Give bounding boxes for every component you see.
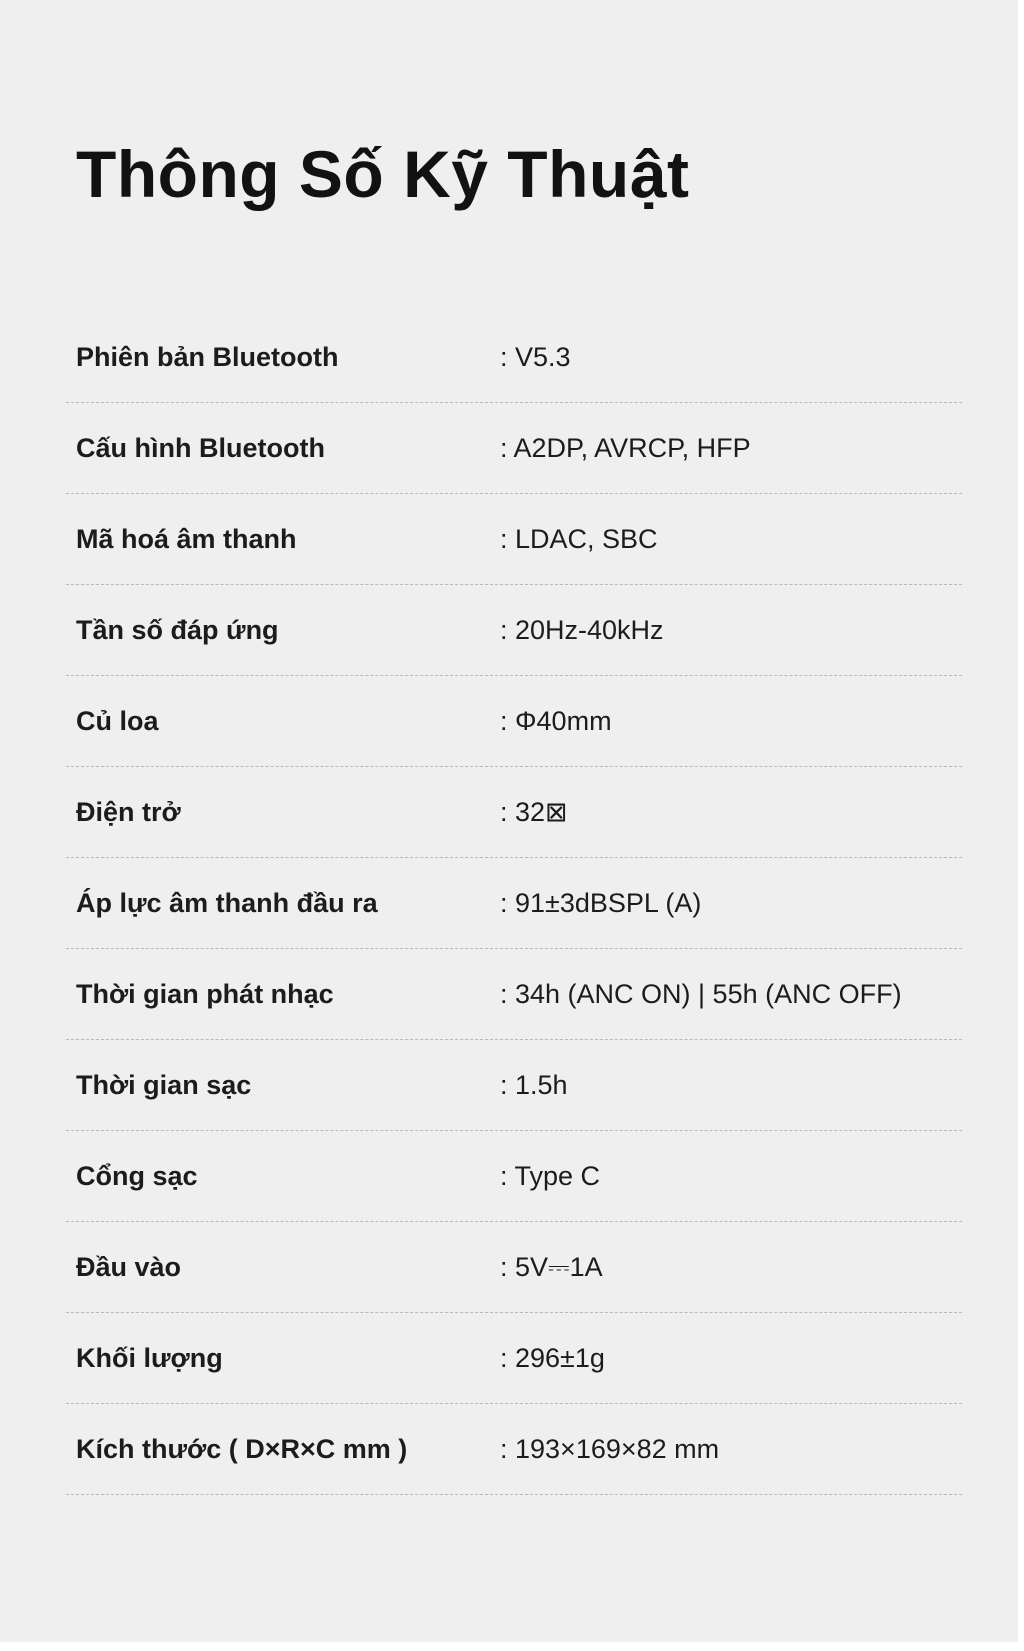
spec-value: : V5.3: [500, 342, 571, 372]
spec-label: Mã hoá âm thanh: [76, 524, 297, 554]
spec-label: Thời gian sạc: [76, 1070, 252, 1100]
spec-label: Củ loa: [76, 706, 159, 736]
spec-value: : 91±3dBSPL (A): [500, 888, 702, 918]
page-title: Thông Số Kỹ Thuật: [76, 137, 690, 211]
spec-value: : Type C: [500, 1161, 601, 1191]
spec-row: [66, 1131, 962, 1222]
spec-row: [66, 949, 962, 1040]
spec-value: : Φ40mm: [500, 706, 612, 736]
spec-row: [66, 403, 962, 494]
spec-value: : LDAC, SBC: [500, 524, 658, 554]
spec-row: [66, 1222, 962, 1313]
spec-value: : 20Hz-40kHz: [500, 615, 664, 645]
spec-row: [66, 1404, 962, 1495]
spec-value: : 296±1g: [500, 1343, 605, 1373]
spec-label: Cổng sạc: [76, 1161, 198, 1191]
spec-row: [66, 767, 962, 858]
spec-label: Thời gian phát nhạc: [76, 979, 334, 1009]
spec-table: [66, 312, 962, 1495]
spec-row: [66, 585, 962, 676]
spec-value: : 32⊠: [500, 797, 568, 827]
spec-value: : 1.5h: [500, 1070, 568, 1100]
spec-value: : A2DP, AVRCP, HFP: [500, 433, 751, 463]
spec-row: [66, 494, 962, 585]
spec-label: Áp lực âm thanh đầu ra: [76, 888, 378, 918]
spec-label: Phiên bản Bluetooth: [76, 342, 339, 372]
spec-row: [66, 676, 962, 767]
spec-value: : 193×169×82 mm: [500, 1434, 720, 1464]
spec-label: Tần số đáp ứng: [76, 615, 279, 645]
spec-label: Cấu hình Bluetooth: [76, 433, 325, 463]
spec-label: Khối lượng: [76, 1343, 223, 1373]
spec-label: Điện trở: [76, 797, 181, 827]
spec-value: : 34h (ANC ON) | 55h (ANC OFF): [500, 979, 902, 1009]
spec-row: [66, 1040, 962, 1131]
spec-value: : 5V⎓1A: [500, 1252, 603, 1282]
spec-row: [66, 312, 962, 403]
spec-row: [66, 1313, 962, 1404]
spec-label: Đầu vào: [76, 1252, 182, 1282]
spec-row: [66, 858, 962, 949]
spec-label: Kích thước ( D×R×C mm ): [76, 1434, 408, 1464]
